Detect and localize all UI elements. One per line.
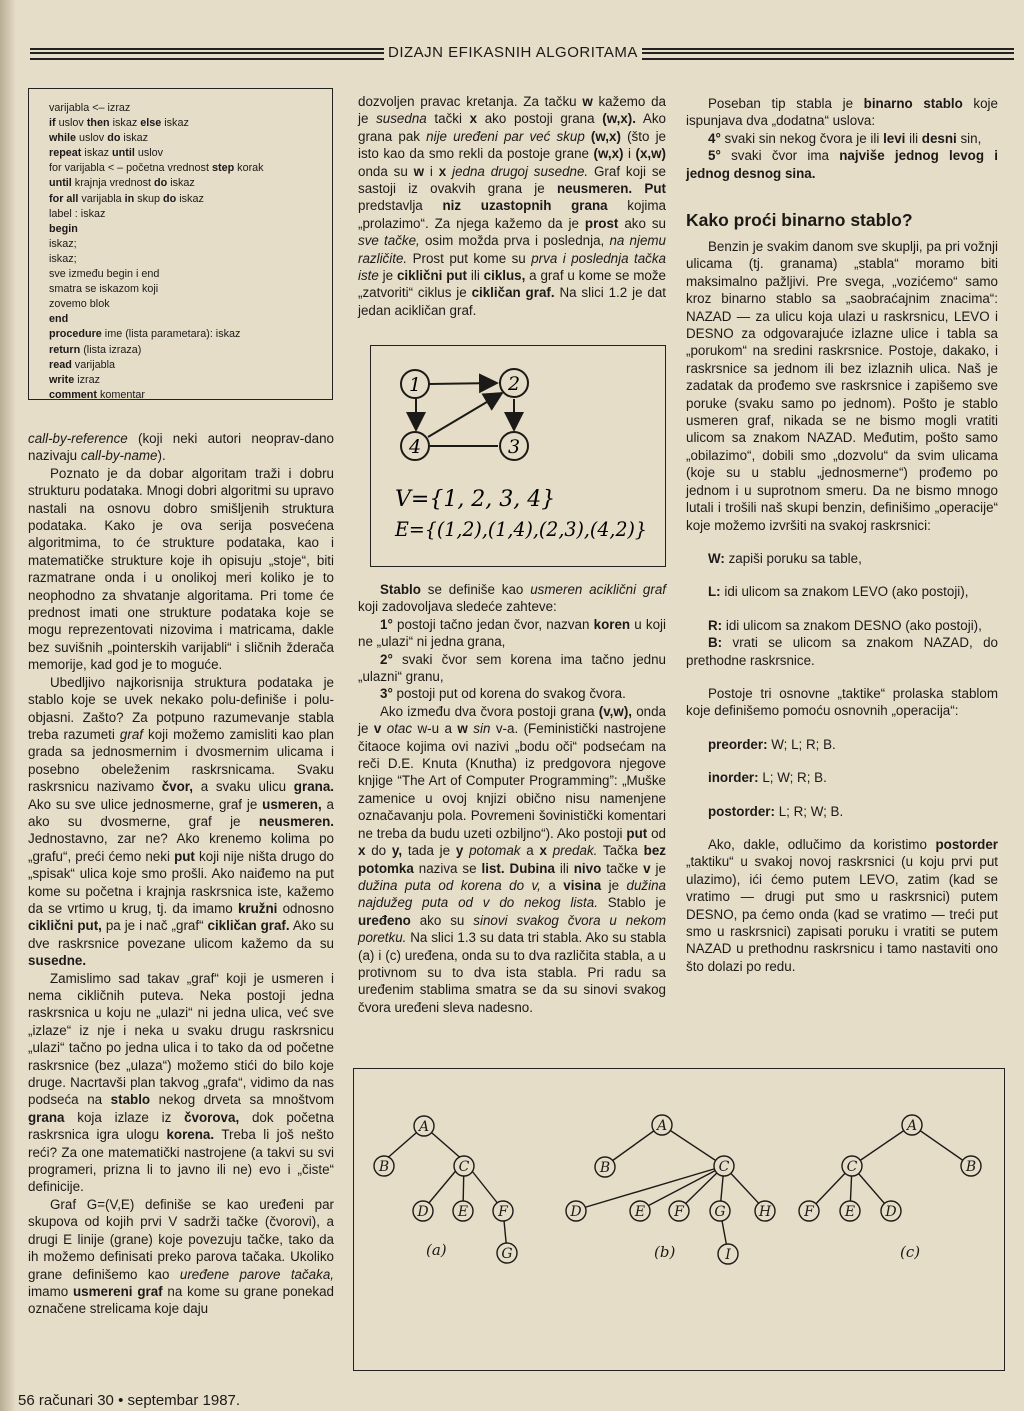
paragraph: Postoje tri osnovne „taktike“ prolaska stablom koje definišemo pomoću osnovnih „operacija“: <box>686 685 998 719</box>
graph-diagram <box>371 346 664 565</box>
vertex-set: V={1, 2, 3, 4} <box>395 487 556 512</box>
tree-node-label: G <box>501 1246 513 1262</box>
tree-node-label: C <box>846 1159 858 1175</box>
paragraph: 4° svaki sin nekog čvora je ili levi ili desni sin, <box>708 130 982 146</box>
code-line: iskaz; <box>49 237 77 250</box>
page-binding-edge <box>0 0 16 1411</box>
code-line: read varijabla <box>49 358 116 371</box>
tree-node-label: F <box>498 1204 508 1220</box>
paragraph: Ako, dakle, odlučimo da koristimo postorder „taktiku“ u svakoj novoj raskrsnici (u koju prvi put ulazimo), ići ćemo putem LEVO, zatim (kad se vratimo — drugi put smo u raskrsnici) putem DESNO, pa ćemo onda (kad se vratimo — treći put smo u raskrsnici) zapisati poruku i vratiti se putem NAZAD u prethodnu raskrsnicu i tamo nastaviti ono što dolazi po redu. <box>686 836 998 974</box>
code-line: begin <box>49 222 78 235</box>
paragraph: Ako između dva čvora postoji grana (v,w), onda je v otac w-u a w sin v-a. (Feministički nastrojene čitaoce kojima ovi nazivi „bodu oči“ podsećam na reči D.E. Knuta (Knutha) iz predgovora njegove knjige “The Art of Computer Programming”: „Muške zamenice u ovoj knjizi obično nisu namenjene označavanju pola. Povremeni šovinistički komentari ne treba da budu uzeti ozbiljno“). Ako postoji put od x do y, tada je y potomak a x predak. Tačka bez potomka naziva se list. Dubina ili nivo tačke v je dužina puta od korena do v, a visina je dužina najdužeg puta od v do nekog lista. Stablo je uređeno ako su sinovi svakog čvora u nekom poretku. Na slici 1.3 su data tri stabla. Ako su stabla (a) i (c) uređena, onda su to dva različita stabla, a u protivnom su to dva ista stabla. Pri radu sa uređenim stablima smatra se da su sinovi svakog čvora uređeni sleva nadesno. <box>358 703 666 1015</box>
trees-figure <box>353 1068 1005 1371</box>
tree-node-label: E <box>457 1204 469 1220</box>
paragraph: dozvoljen pravac kretanja. Za tačku w kažemo da je susedna tački x ako postoji grana (w,x). Ako grana pak nije uređeni par već skup (w,x) (što je isto kao da smo rekli da postoje grane (w,x) i (x,w) onda su w i x jedna drugoj susedne. Graf koji se sastoji iz ovakvih grana je neusmeren. Put predstavlja niz uzastopnih grana kojima „prolazimo“. Za njega kažemo da je prost ako su sve tačke, osim možda prva i poslednja, na njemu različite. Prost put kome su prva i poslednja tačka iste je ciklični put ili ciklus, a graf u kome se može „zatvoriti“ ciklus je cikličan graf. Na slici 1.2 je dat jedan acikličan graf. <box>358 94 667 318</box>
tree-caption-b: (b) <box>654 1243 676 1261</box>
paragraph: Graf G=(V,E) definiše se kao uređeni par skupova od kojih prvi V sadrži tačke (čvorovi), a drugi E linije (grane) koje povezuju tačke, tako da ih možemo definisati preko parova tačaka. Ukoliko grane definišemo kao uređene parove tačaka, imamo usmereni graf na kome su grane ponekad označene strelicama koje daju <box>28 1196 335 1317</box>
tree-node-label: E <box>634 1204 646 1220</box>
tree-node-label: E <box>844 1204 856 1220</box>
code-line: procedure ime (lista parametara): iskaz <box>49 328 241 341</box>
tree-node-label: D <box>885 1204 897 1220</box>
paragraph: 3° postoji put od korena do svakog čvora. <box>380 686 626 702</box>
tree-node-label: C <box>718 1159 730 1175</box>
code-line: label : iskaz <box>49 207 106 220</box>
node-label: 4 <box>408 436 422 458</box>
trees-diagram <box>354 1069 1003 1369</box>
right-column-top <box>686 95 998 182</box>
code-line: sve između begin i end <box>49 268 160 281</box>
operation-r: R: idi ulicom sa znakom DESNO (ako postoji), <box>708 617 982 633</box>
tree-node-label: B <box>599 1160 611 1176</box>
paragraph: Poseban tip stabla je binarno stablo koje ispunjava dva „dodatna“ uslova: <box>686 96 998 129</box>
code-line: varijabla <– izraz <box>49 102 131 114</box>
edge-set: E={(1,2),(1,4),(2,3),(4,2)} <box>394 517 647 541</box>
tree-node-label: B <box>965 1159 977 1175</box>
right-column-body <box>686 238 998 975</box>
page-footer: 56 računari 30 • septembar 1987. <box>18 1392 241 1409</box>
code-line: return (lista izraza) <box>49 343 142 356</box>
paragraph: Ubedljivo najkorisnija struktura podataka je stablo koje se uvek nekako polu-definiše i polu-objasni. Zašto? Za potpuno razumevanje stabla treba razumeti graf koji možemo zamisliti kao plan grada sa jednosmernim i dvosmernim ulicama i posebno obeleženim raskrsnicama. Svaku raskrsnicu nazivamo čvor, a svaku ulicu grana. Ako su sve ulice jednosmerne, graf je usmeren, a ako su dvosmerne, graf je neusmeren. Jednostavno, zar ne? Ako krenemo kolima po „grafu“, preći ćemo neki put koji nije ništa drugo do „spisak“ ulica koje smo prošli. Ako naiđemo na put kome su početna i krajnja raskrsnica iste, kažemo da se vrtimo u krug, tj. da imamo kružni odnosno ciklični put, pa je i nač „graf“ cikličan graf. Ako su dve raskrsnice povezane ulicom kažemo da su susedne. <box>28 674 335 969</box>
code-line: smatra se iskazom koji <box>49 283 159 296</box>
page-header-title: DIZAJN EFIKASNIH ALGORITAMA <box>384 44 642 61</box>
paragraph: 1° postoji tačno jedan čvor, nazvan koren u koji ne „ulazi“ ni jedna grana, <box>358 616 667 650</box>
tree-node-label: D <box>417 1204 429 1220</box>
tree-node-label: G <box>714 1204 726 1220</box>
tree-node-label: A <box>906 1118 918 1134</box>
code-line: iskaz; <box>49 252 77 265</box>
operation-w: W: zapiši poruku sa table, <box>708 550 862 566</box>
paragraph: 5° svaki čvor ima najviše jednog levog i jednog desnog sina. <box>686 148 998 181</box>
tree-node-label: C <box>458 1159 470 1175</box>
code-line: zovemo blok <box>49 298 110 311</box>
code-line: end <box>49 313 69 326</box>
left-column <box>28 430 334 1318</box>
paragraph: Zamislimo sad takav „graf“ koji je usmeren i nema cikličnih puteva. Neka postoji jedna raskrsnica u koju ne „ulazi“ ni jedna ulica, već sve „izlaze“ iz nje i neka u svaku drugu raskrsnicu „ulazi“ tačno po jedna ulica i to tako da od početne raskrsnice (bez „ulaza“) možemo stići do bilo koje druge. Nacrtavši plan takvog „grafa“, vidimo da nas podseća na stablo nekog drveta sa mnoštvom grana koja izlaze iz čvorova, dok početna raskrsnica igra ulogu korena. Treba li još nešto reći? Za one matematički nastrojene (a takvi su svi programeri, prizna li to javno ili ne) evo i „čiste“ definicije. <box>28 970 335 1195</box>
tree-node-label: A <box>656 1118 668 1134</box>
pseudocode-box <box>28 88 333 400</box>
operation-b: B: vrati se ulicom sa znakom NAZAD, do prethodne raskrsnice. <box>686 635 998 668</box>
paragraph: Benzin je svakim danom sve skuplji, pa pri vožnji ulicama (tj. granama) „stabla“ moramo biti maksimalno pažljivi. Pre svega, „vozićemo“ samo kroz binarno stablo sa „saobraćajnim znacima“: NAZAD — za ulicu koja ulazi u raskrsnicu, LEVO i DESNO za odgovarajuće izlazne ulice i tabla sa „porukom“ na sredini raskrsnice. Postoje, dakako, i raskrsnice sa jednom ili bez izlaznih ulica. Naš je zadatak da prođemo sve raskrsnice i zapišemo sve poruke (svaku samo po jednom). Pošto je stablo usmeren graf, nikada se ne bismo mogli vratiti ulicom sa znakom NAZAD. Međutim, pošto samo „obilazimo“, dobili smo „dozvolu“ da svim ulicama (koje su u stablu „jednosmerne“) prođemo po jednom i u suprotnom smeru. Da ne bismo mnogo lutali i trošili naš skupi benzin, definišimo „operacije“ koje možemo izvršiti na svakoj raskrsnici: <box>686 239 998 533</box>
tree-node-label: F <box>804 1204 814 1220</box>
traversal-inorder: inorder: L; W; R; B. <box>708 770 827 786</box>
tree-caption-c: (c) <box>900 1243 921 1261</box>
node-label: 2 <box>507 373 521 395</box>
paragraph: call-by-reference (koji neki autori neoprav-dano nazivaju call-by-name). <box>28 431 334 464</box>
middle-column-top <box>358 93 666 319</box>
edge-1-2 <box>429 383 497 384</box>
tree-node-label: I <box>725 1247 731 1263</box>
tree-node-label: B <box>378 1159 390 1175</box>
traversal-preorder: preorder: W; L; R; B. <box>708 736 836 752</box>
traversal-postorder: postorder: L; R; W; B. <box>708 803 844 819</box>
operation-l: L: idi ulicom sa znakom LEVO (ako postoji), <box>708 584 969 600</box>
node-label: 3 <box>507 436 521 458</box>
code-line: write izraz <box>49 373 100 386</box>
graph-figure <box>370 345 666 567</box>
middle-column-bottom <box>358 581 666 1016</box>
edge-4-2 <box>428 393 502 437</box>
code-line: until krajnja vrednost do iskaz <box>49 177 195 190</box>
tree-node-label: D <box>570 1204 582 1220</box>
code-line: if uslov then iskaz else iskaz <box>49 117 189 130</box>
code-line: comment komentar <box>49 388 146 401</box>
tree-caption-a: (a) <box>426 1241 447 1259</box>
code-line: for varijabla < – početna vrednost step korak <box>49 162 264 175</box>
tree-node-label: F <box>674 1204 684 1220</box>
code-line: repeat iskaz until uslov <box>49 147 164 160</box>
node-label: 1 <box>408 374 422 396</box>
code-line: while uslov do iskaz <box>49 132 149 145</box>
paragraph: 2° svaki čvor sem korena ima tačno jednu „ulazni“ granu, <box>358 651 666 685</box>
section-heading: Kako proći binarno stablo? <box>686 210 913 230</box>
paragraph: Stablo se definiše kao usmeren aciklični graf koji zadovoljava sledeće zahteve: <box>358 582 666 615</box>
paragraph: Poznato je da dobar algoritam traži i dobru strukturu podataka. Mnogi dobri algoritmi su upravo nastali na osnovu dobro smišljenih struktura podataka. Kako je ova serija posvećena algoritmima, to će strukture podataka, kao i matematičke strukture koje ih opisuju „stoje“, biti razmatrane onda i u onolikoj meri koliko je to neophodno za shvatanje algoritama. Pri tome će prednost imati one strukture podataka koje se mogu reprezentovati nizovima i matricama, dakle bez suvišnih „pointerskih varijabli“ i sličnih žderača memorije, kad god je to moguće. <box>28 465 334 673</box>
code-line: for all varijabla in skup do iskaz <box>49 192 204 205</box>
tree-node-label: H <box>758 1204 772 1220</box>
tree-node-label: A <box>418 1119 430 1135</box>
